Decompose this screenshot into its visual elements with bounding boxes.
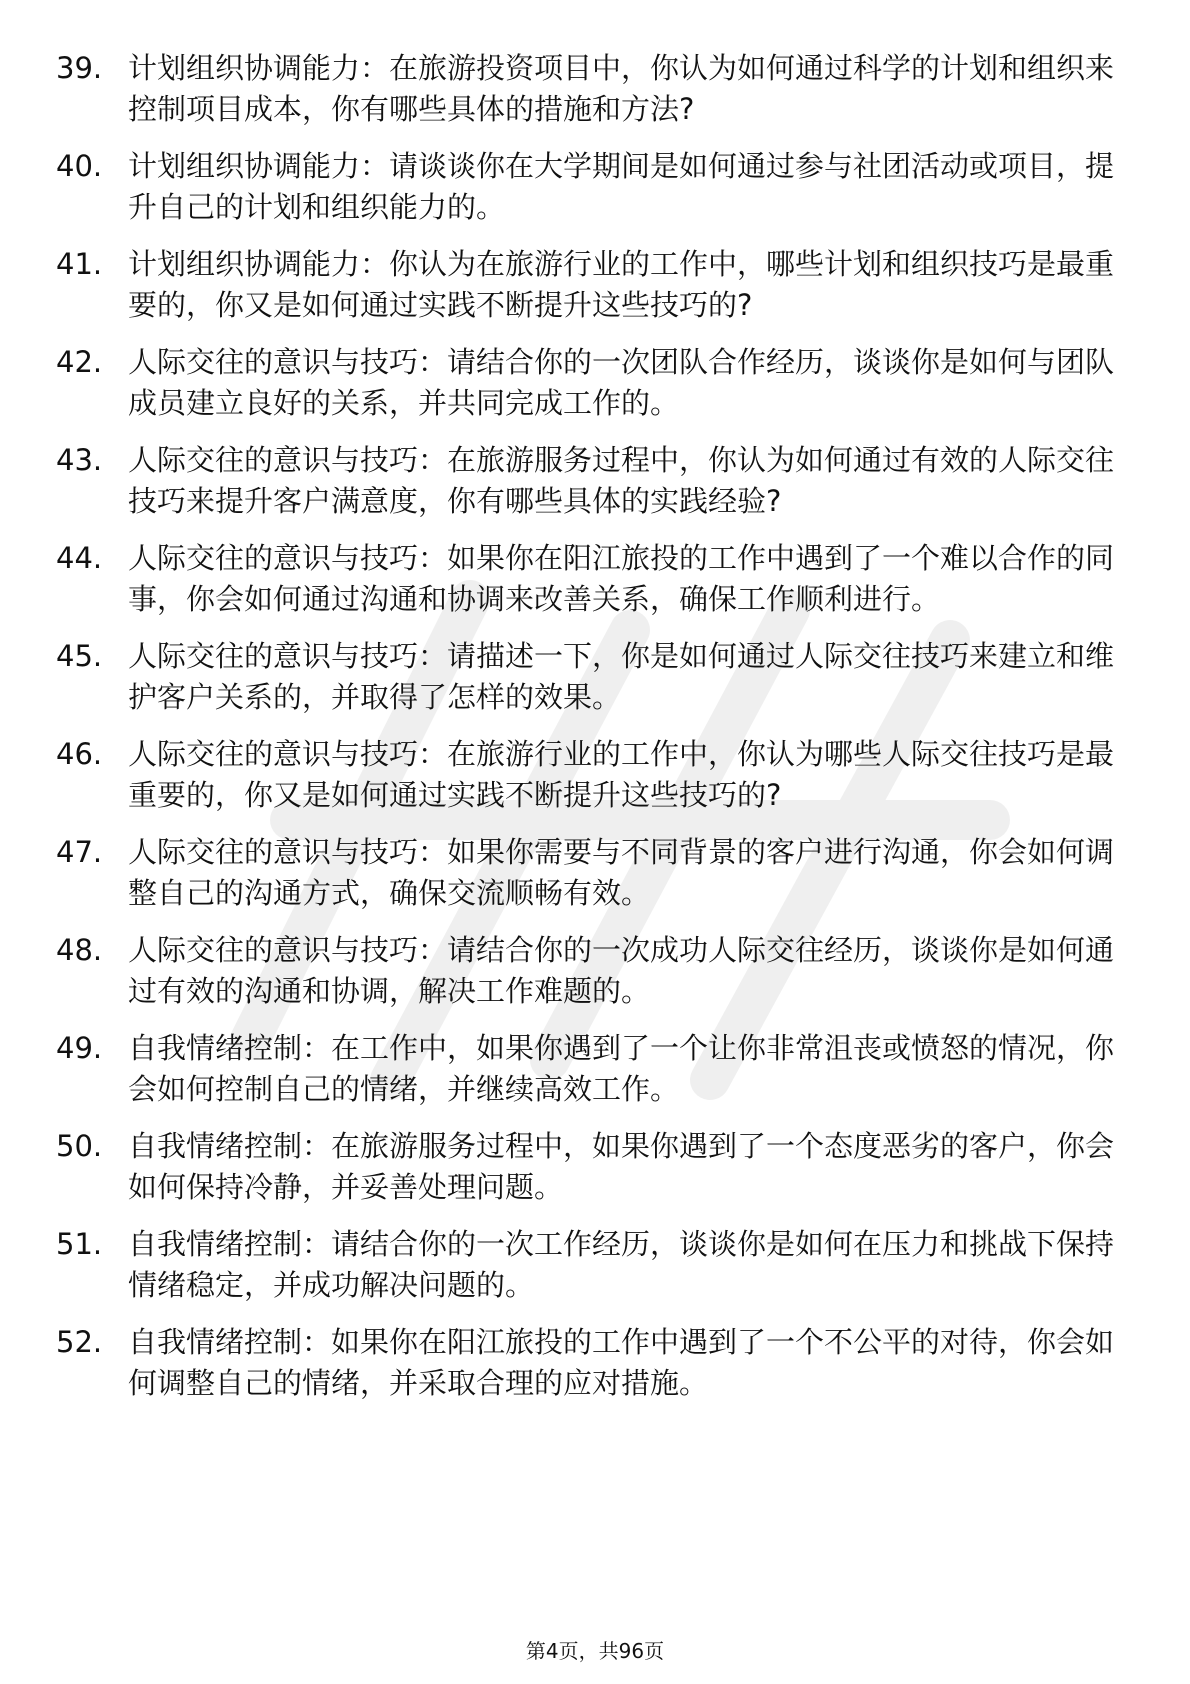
question-number: 48. [56, 933, 103, 967]
question-text: 人际交往的意识与技巧：请描述一下，你是如何通过人际交往技巧来建立和维护客户关系的，并取得了怎样的效果。 [128, 639, 1115, 714]
question-text: 人际交往的意识与技巧：在旅游服务过程中，你认为如何通过有效的人际交往技巧来提升客户满意度，你有哪些具体的实践经验? [128, 443, 1115, 518]
question-number: 50. [56, 1129, 103, 1163]
question-number: 40. [56, 149, 103, 183]
question-text: 计划组织协调能力：你认为在旅游行业的工作中，哪些计划和组织技巧是最重要的，你又是如何通过实践不断提升这些技巧的? [128, 247, 1115, 322]
page-footer: 第4页，共96页 [525, 1639, 665, 1663]
list-item [56, 734, 1136, 816]
question-text: 人际交往的意识与技巧：如果你需要与不同背景的客户进行沟通，你会如何调整自己的沟通方式，确保交流顺畅有效。 [128, 835, 1115, 910]
question-text: 计划组织协调能力：在旅游投资项目中，你认为如何通过科学的计划和组织来控制项目成本，你有哪些具体的措施和方法? [128, 51, 1115, 126]
list-item [56, 1126, 1136, 1208]
list-item [56, 1322, 1136, 1404]
list-item [56, 636, 1136, 718]
question-number: 42. [56, 345, 103, 379]
question-text: 自我情绪控制：请结合你的一次工作经历，谈谈你是如何在压力和挑战下保持情绪稳定，并成功解决问题的。 [128, 1227, 1115, 1302]
question-text: 自我情绪控制：在旅游服务过程中，如果你遇到了一个态度恶劣的客户，你会如何保持冷静，并妥善处理问题。 [128, 1129, 1115, 1204]
list-item [56, 146, 1136, 228]
question-number: 46. [56, 737, 103, 771]
question-number: 51. [56, 1227, 103, 1261]
list-item [56, 342, 1136, 424]
question-number: 49. [56, 1031, 103, 1065]
question-text: 自我情绪控制：在工作中，如果你遇到了一个让你非常沮丧或愤怒的情况，你会如何控制自己的情绪，并继续高效工作。 [128, 1031, 1115, 1106]
list-item [56, 930, 1136, 1012]
question-text: 人际交往的意识与技巧：在旅游行业的工作中，你认为哪些人际交往技巧是最重要的，你又是如何通过实践不断提升这些技巧的? [128, 737, 1115, 812]
question-number: 52. [56, 1325, 103, 1359]
list-item [56, 1028, 1136, 1110]
question-text: 自我情绪控制：如果你在阳江旅投的工作中遇到了一个不公平的对待，你会如何调整自己的情绪，并采取合理的应对措施。 [128, 1325, 1115, 1400]
list-item [56, 48, 1136, 130]
question-text: 人际交往的意识与技巧：请结合你的一次团队合作经历，谈谈你是如何与团队成员建立良好的关系，并共同完成工作的。 [128, 345, 1115, 420]
list-item [56, 538, 1136, 620]
question-text: 人际交往的意识与技巧：如果你在阳江旅投的工作中遇到了一个难以合作的同事，你会如何通过沟通和协调来改善关系，确保工作顺利进行。 [128, 541, 1115, 616]
question-list [56, 48, 1136, 1420]
question-number: 43. [56, 443, 103, 477]
list-item [56, 440, 1136, 522]
question-number: 44. [56, 541, 103, 575]
question-text: 人际交往的意识与技巧：请结合你的一次成功人际交往经历，谈谈你是如何通过有效的沟通和协调，解决工作难题的。 [128, 933, 1115, 1008]
question-number: 41. [56, 247, 103, 281]
question-number: 45. [56, 639, 103, 673]
question-text: 计划组织协调能力：请谈谈你在大学期间是如何通过参与社团活动或项目，提升自己的计划和组织能力的。 [128, 149, 1115, 224]
list-item [56, 832, 1136, 914]
question-number: 39. [56, 51, 103, 85]
question-number: 47. [56, 835, 103, 869]
list-item [56, 1224, 1136, 1306]
list-item [56, 244, 1136, 326]
